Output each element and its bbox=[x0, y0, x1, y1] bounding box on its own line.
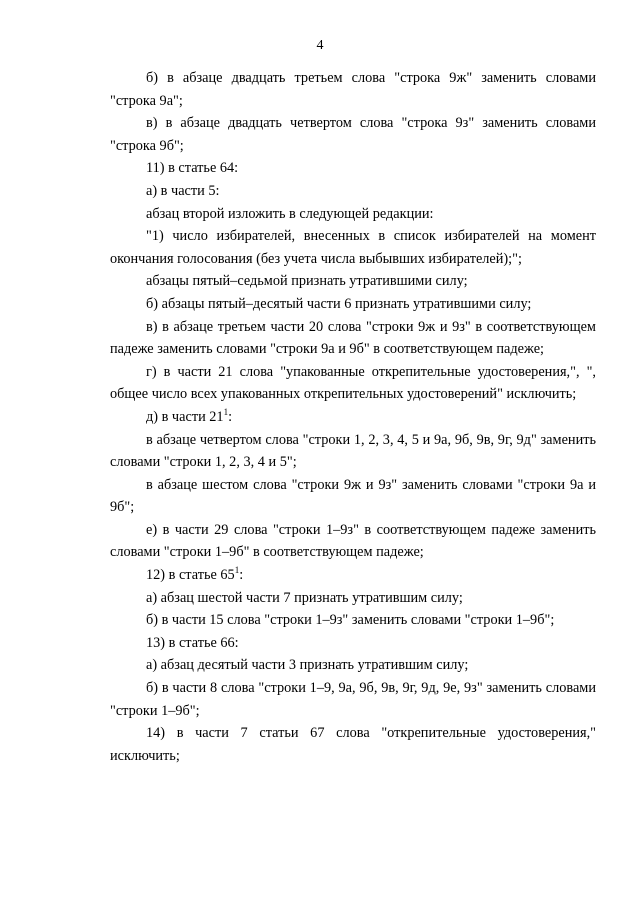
paragraph: в абзаце шестом слова "строки 9ж и 9з" заменить словами "строки 9а и 9б"; bbox=[110, 476, 596, 516]
paragraph: а) абзац десятый части 3 признать утратившим силу; bbox=[146, 657, 469, 674]
document-body bbox=[110, 67, 596, 767]
paragraph-text-end: : bbox=[239, 567, 244, 584]
paragraph: "1) число избирателей, внесенных в список избирателей на момент окончания голосования (без учета числа выбывших избирателей);"; bbox=[110, 228, 596, 267]
paragraph: в) в абзаце двадцать четвертом слова "строка 9з" заменить словами "строка 9б"; bbox=[110, 115, 596, 154]
paragraph: в) в абзаце третьем части 20 слова "строки 9ж и 9з" в соответствующем падеже заменить словами "строки 9а и 9б" в соответствующем падеже; bbox=[110, 318, 596, 358]
paragraph: а) в части 5: bbox=[146, 182, 220, 199]
paragraph-text: 12) в статье 65 bbox=[146, 567, 235, 584]
paragraph: е) в части 29 слова "строки 1–9з" в соответствующем падеже заменить словами "строки 1–9б" в соответствующем падеже; bbox=[110, 521, 596, 561]
paragraph: в абзаце четвертом слова "строки 1, 2, 3, 4, 5 и 9а, 9б, 9в, 9г, 9д" заменить словами "строки 1, 2, 3, 4 и 5"; bbox=[110, 431, 596, 471]
paragraph: 13) в статье 66: bbox=[146, 634, 239, 651]
paragraph: г) в части 21 слова "упакованные открепительные удостоверения,", ", общее число всех упакованных открепительных удостоверений" исключить; bbox=[110, 363, 596, 403]
paragraph: б) в части 15 слова "строки 1–9з" заменить словами "строки 1–9б"; bbox=[146, 612, 555, 629]
paragraph: б) в абзаце двадцать третьем слова "строка 9ж" заменить словами "строка 9а"; bbox=[110, 70, 596, 109]
paragraph: абзац второй изложить в следующей редакции: bbox=[146, 205, 434, 222]
paragraph-text-end: : bbox=[228, 408, 233, 425]
paragraph: б) в части 8 слова "строки 1–9, 9а, 9б, 9в, 9г, 9д, 9е, 9з" заменить словами "строки 1–9б"; bbox=[110, 680, 596, 719]
paragraph: а) абзац шестой части 7 признать утратившим силу; bbox=[146, 589, 463, 606]
superscript: 1 bbox=[234, 565, 240, 576]
paragraph: 11) в статье 64: bbox=[146, 160, 239, 177]
paragraph bbox=[110, 564, 596, 587]
superscript: 1 bbox=[223, 407, 229, 418]
paragraph: абзацы пятый–седьмой признать утратившими силу; bbox=[146, 273, 468, 290]
paragraph: 14) в части 7 статьи 67 слова "открепительные удостоверения," исключить; bbox=[110, 725, 596, 764]
page-number: 4 bbox=[316, 38, 324, 53]
paragraph bbox=[110, 406, 596, 429]
paragraph: б) абзацы пятый–десятый части 6 признать утратившими силу; bbox=[146, 295, 532, 312]
paragraph-text: д) в части 21 bbox=[146, 408, 224, 425]
